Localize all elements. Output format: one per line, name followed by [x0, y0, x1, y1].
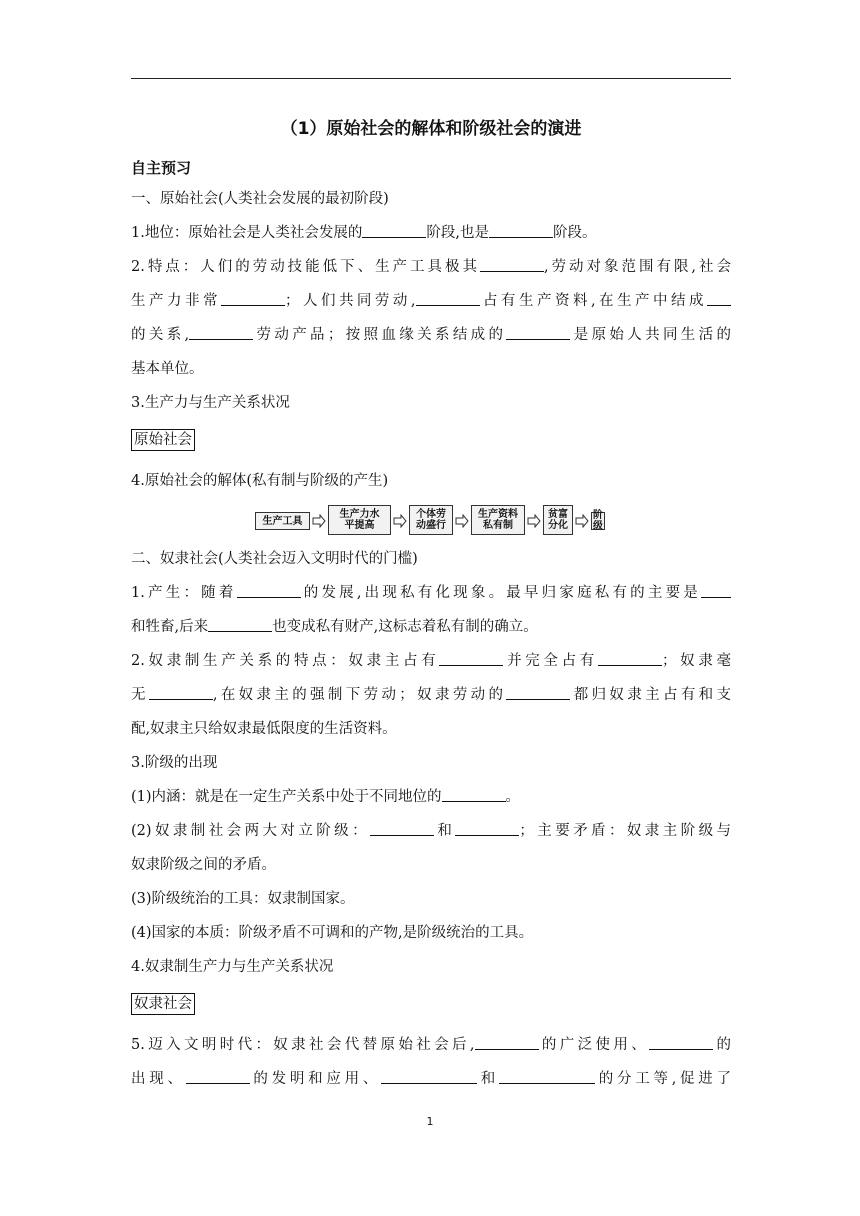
part1-line-features-3 [131, 324, 731, 346]
text: ,在奴隶主的强制下劳动；奴隶劳动的 [212, 687, 507, 703]
fill-blank[interactable] [707, 291, 731, 306]
fill-blank[interactable] [489, 223, 553, 238]
fill-blank[interactable] [370, 821, 434, 836]
part2-line-state-tool: (3)阶级统治的工具：奴隶制国家。 [131, 891, 355, 907]
fill-blank[interactable] [416, 291, 480, 306]
text: 是原始人共同生活的 [570, 327, 732, 343]
part1-line-position [131, 222, 731, 244]
fill-blank[interactable] [598, 651, 662, 666]
flow-node-label: 生产工具 [262, 515, 303, 527]
flow-node-label: 分化 [548, 520, 568, 531]
primitive-society-box: 原始社会 [131, 429, 195, 451]
flow-node-label: 贫富 [548, 509, 568, 520]
part2-heading: 二、奴隶社会(人类社会迈入文明时代的门槛) [131, 551, 418, 567]
text: 1.产生：随着 [131, 585, 237, 601]
part2-line-origin-1 [131, 582, 731, 604]
text: 阶段。 [552, 225, 597, 241]
fill-blank[interactable] [237, 583, 301, 598]
flow-node-label: 阶级 [593, 510, 603, 532]
fill-blank[interactable] [149, 685, 213, 700]
header-rule [131, 78, 731, 79]
text: 的发展,出现私有化现象。最早归家庭私有的主要是 [300, 585, 701, 601]
text: 。 [505, 789, 521, 805]
flow-node [471, 505, 525, 535]
text: 和 [434, 823, 456, 839]
fill-blank[interactable] [442, 787, 506, 802]
flow-node-label: 动盛行 [416, 520, 446, 531]
flow-node-label: 生产力水 [339, 509, 380, 520]
text: 的关系, [131, 327, 190, 343]
text: 都归奴隶主占有和支 [570, 687, 732, 703]
part1-line-productivity: 3.生产力与生产关系状况 [131, 395, 290, 411]
flow-node [409, 505, 453, 535]
flow-node [543, 505, 573, 535]
text: 5.迈入文明时代：奴隶社会代替原始社会后, [131, 1037, 475, 1053]
fill-blank[interactable] [362, 223, 426, 238]
text: (2)奴隶制社会两大对立阶级： [131, 823, 371, 839]
part2-line-civilization-1 [131, 1034, 731, 1056]
arrow-right-icon [575, 514, 589, 528]
fill-blank[interactable] [480, 257, 544, 272]
part1-line-dissolution: 4.原始社会的解体(私有制与阶级的产生) [131, 473, 389, 489]
page-title: （1）原始社会的解体和阶级社会的演进 [280, 119, 582, 139]
section-heading: 自主预习 [131, 159, 192, 177]
text: ；奴隶毫 [661, 653, 732, 669]
flow-node [328, 505, 391, 535]
arrow-right-icon [527, 514, 541, 528]
flow-node [591, 512, 605, 530]
arrow-right-icon [393, 514, 407, 528]
text: (1)内涵：就是在一定生产关系中处于不同地位的 [131, 789, 442, 805]
part2-line-connotation [131, 786, 731, 808]
text: 的 [713, 1037, 731, 1053]
fill-blank[interactable] [381, 1069, 477, 1084]
text: 和 [477, 1071, 500, 1087]
part2-line-relations-3: 配,奴隶主只给奴隶最低限度的生活资料。 [131, 721, 397, 737]
part2-line-productivity: 4.奴隶制生产力与生产关系状况 [131, 959, 334, 975]
flow-node-label: 私有制 [483, 520, 513, 531]
text: 2.奴隶制生产关系的特点：奴隶主占有 [131, 653, 440, 669]
text: ；人们共同劳动, [284, 293, 416, 309]
text: 的发明和应用、 [249, 1071, 382, 1087]
fill-blank[interactable] [455, 821, 519, 836]
text: 的分工等,促进了 [595, 1071, 732, 1087]
text: 占有生产资料,在生产中结成 [479, 293, 708, 309]
fill-blank[interactable] [186, 1069, 250, 1084]
fill-blank[interactable] [506, 685, 570, 700]
part1-heading: 一、原始社会(人类社会发展的最初阶段) [131, 191, 389, 207]
part2-line-opposing-classes [131, 820, 731, 842]
fill-blank[interactable] [649, 1035, 713, 1050]
text: 1.地位：原始社会是人类社会发展的 [131, 225, 363, 241]
flow-node-label: 平提高 [344, 520, 375, 531]
fill-blank[interactable] [208, 617, 272, 632]
text: ；主要矛盾：奴隶主阶级与 [519, 823, 731, 839]
part2-line-contradiction: 奴隶阶级之间的矛盾。 [131, 857, 276, 873]
fill-blank[interactable] [221, 291, 285, 306]
text: 出现、 [131, 1071, 186, 1087]
part2-line-classes: 3.阶级的出现 [131, 755, 218, 771]
text: 和牲畜,后来 [131, 619, 209, 635]
text: 并完全占有 [503, 653, 598, 669]
fill-blank[interactable] [189, 325, 253, 340]
fill-blank[interactable] [506, 325, 570, 340]
part2-line-civilization-2 [131, 1068, 731, 1090]
arrow-right-icon [312, 514, 326, 528]
text: 2.特点：人们的劳动技能低下、生产工具极其 [131, 259, 480, 275]
text: ,劳动对象范围有限,社会 [543, 259, 732, 275]
text: 也变成私有财产,这标志着私有制的确立。 [272, 619, 538, 635]
part1-line-features-1 [131, 256, 731, 278]
text: 生产力非常 [131, 293, 221, 309]
page-number: 1 [426, 1115, 434, 1128]
text: 劳动产品；按照血缘关系结成的 [253, 327, 507, 343]
part2-line-relations-2 [131, 684, 731, 706]
part2-line-origin-2 [131, 616, 731, 638]
part1-line-features-4: 基本单位。 [131, 361, 204, 377]
arrow-right-icon [455, 514, 469, 528]
fill-blank[interactable] [439, 651, 503, 666]
fill-blank[interactable] [701, 583, 731, 598]
part2-line-state-essence: (4)国家的本质：阶级矛盾不可调和的产物,是阶级统治的工具。 [131, 925, 534, 941]
part1-line-features-2 [131, 290, 731, 312]
dissolution-flowchart [255, 505, 605, 537]
flow-node-label: 个体劳 [416, 509, 446, 520]
flow-node [255, 512, 310, 530]
flow-node-label: 生产资料 [478, 509, 518, 520]
text: 无 [131, 687, 149, 703]
text: 的广泛使用、 [538, 1037, 650, 1053]
fill-blank[interactable] [475, 1035, 539, 1050]
text: 阶段,也是 [426, 225, 489, 241]
fill-blank[interactable] [499, 1069, 595, 1084]
slave-society-box: 奴隶社会 [131, 993, 195, 1015]
part2-line-relations-1 [131, 650, 731, 672]
